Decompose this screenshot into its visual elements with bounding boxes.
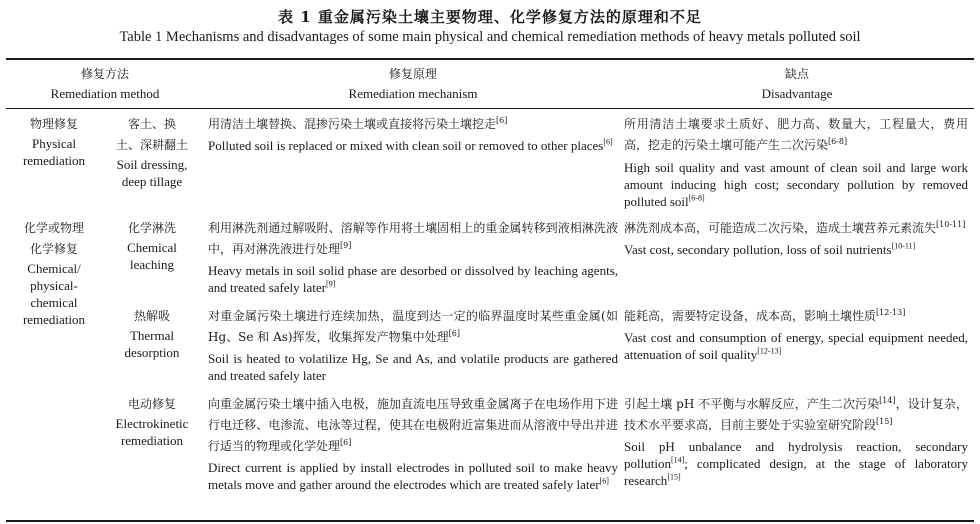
category-chemical-en3: chemical: [30, 295, 78, 310]
header-mechanism-cn: 修复原理: [388, 67, 437, 81]
row1-method-cn1: 客土、换: [127, 117, 176, 131]
category-physical-en2: remediation: [22, 153, 86, 168]
header-disadvantage-en: Disadvantage: [761, 86, 833, 101]
category-chemical-cn1: 化学或物理: [23, 221, 84, 235]
row3-disadvantage-cn: 能耗高，需要特定设备，成本高，影响土壤性质[12-13]: [624, 308, 906, 323]
category-chemical-en2: physical-: [30, 278, 78, 293]
row1-disadvantage: [624, 114, 968, 210]
row1-disadvantage-cn: 所用清洁土壤要求土质好、肥力高、数量大，工程量大，费用高，挖走的污染土壤可能产生二次污染[6-8]: [624, 117, 968, 152]
category-chemical-en4: remediation: [22, 312, 86, 327]
category-chemical: [8, 218, 100, 328]
row1-mechanism-en: Polluted soil is replaced or mixed with clean soil or removed to other places[6]: [208, 137, 613, 153]
row2-disadvantage: [624, 218, 968, 258]
table-header-rule: [6, 108, 974, 109]
table-title-en: Table 1 Mechanisms and disadvantages of some main physical and chemical remediation methods of heavy metals polluted soil: [119, 29, 861, 45]
row4-disadvantage: [624, 394, 968, 489]
row2-method-en2: leaching: [129, 257, 175, 272]
row3-method: [102, 306, 202, 361]
row4-method: [102, 394, 202, 449]
header-mechanism-en: Remediation mechanism: [348, 86, 478, 101]
category-physical-cn: 物理修复: [29, 117, 78, 131]
row4-method-cn1: 电动修复: [127, 397, 176, 411]
row2-disadvantage-cn: 淋洗剂成本高，可能造成二次污染，造成土壤营养元素流失[10-11]: [624, 220, 966, 235]
row3-disadvantage: [624, 306, 968, 363]
category-physical-en1: Physical: [31, 136, 77, 151]
row3-mechanism-cn: 对重金属污染土壤进行连续加热，温度到达一定的临界温度时某些重金属(如 Hg、Se 和 As)挥发，收集挥发产物集中处理[6]: [208, 309, 618, 344]
row4-disadvantage-en: Soil pH unbalance and hydrolysis reaction, secondary pollution[14]; complicated design, at the stage of laboratory research[15]: [624, 439, 968, 488]
row3-mechanism: [208, 306, 618, 384]
table-title-cn: 表 1 重金属污染土壤主要物理、化学修复方法的原理和不足: [278, 8, 702, 26]
row2-mechanism-cn: 利用淋洗剂通过解吸附、溶解等作用将土壤固相上的重金属转移到液相淋洗液中，再对淋洗液进行处理[9]: [208, 221, 618, 256]
row2-method-en1: Chemical: [127, 240, 177, 255]
row4-disadvantage-cn: 引起土壤 pH 不平衡与水解反应，产生二次污染[14]，设计复杂，技术水平要求高，目前主要处于实验室研究阶段[15]: [624, 396, 968, 432]
table-bottom-rule: [6, 520, 974, 522]
row1-method-en2: deep tillage: [121, 174, 183, 189]
row1-method-cn2: 土、深耕翻土: [115, 138, 188, 152]
row1-disadvantage-en: High soil quality and vast amount of clean soil and large work amount inducing high cost; secondary pollution by removed polluted soil[6-8]: [624, 160, 968, 209]
row4-mechanism: [208, 394, 618, 493]
row1-method: [102, 114, 202, 190]
category-chemical-cn2: 化学修复: [29, 242, 78, 256]
row4-method-en2: remediation: [120, 433, 184, 448]
row2-method: [102, 218, 202, 273]
row3-disadvantage-en: Vast cost and consumption of energy, special equipment needed, attenuation of soil quality[12-13]: [624, 330, 968, 362]
row1-mechanism-cn: 用清洁土壤替换、混掺污染土壤或直接将污染土壤挖走[6]: [208, 116, 508, 131]
row1-mechanism: [208, 114, 618, 154]
row4-mechanism-en: Direct current is applied by install electrodes in polluted soil to make heavy metals move and gather around the electrodes which are treated safely later[6]: [208, 460, 618, 492]
row4-method-en1: Electrokinetic: [115, 416, 189, 431]
header-disadvantage: [624, 64, 970, 102]
row2-mechanism: [208, 218, 618, 296]
table-top-rule: [6, 58, 974, 60]
row2-disadvantage-en: Vast cost, secondary pollution, loss of soil nutrients[10-11]: [624, 241, 916, 257]
category-chemical-en1: Chemical/: [27, 261, 81, 276]
header-disadvantage-cn: 缺点: [784, 67, 809, 81]
row3-method-en1: Thermal: [129, 328, 175, 343]
row3-method-en2: desorption: [124, 345, 180, 360]
header-method-cn: 修复方法: [80, 67, 129, 81]
row2-mechanism-en: Heavy metals in soil solid phase are desorbed or dissolved by leaching agents, and treated safely later[9]: [208, 263, 618, 295]
row3-method-cn1: 热解吸: [133, 309, 170, 323]
header-method-en: Remediation method: [50, 86, 160, 101]
header-method: [10, 64, 200, 102]
row2-method-cn1: 化学淋洗: [127, 221, 176, 235]
row4-mechanism-cn: 向重金属污染土壤中插入电极，施加直流电压导致重金属离子在电场作用下进行电迁移、电渗流、电泳等过程，使其在电极附近富集进而从溶液中导出并进行适当的物理或化学处理[6]: [208, 397, 618, 453]
row3-mechanism-en: Soil is heated to volatilize Hg, Se and As, and volatile products are gathered and treated safely later: [208, 351, 618, 383]
category-physical: [8, 114, 100, 169]
header-mechanism: [206, 64, 620, 102]
row1-method-en1: Soil dressing,: [116, 157, 188, 172]
